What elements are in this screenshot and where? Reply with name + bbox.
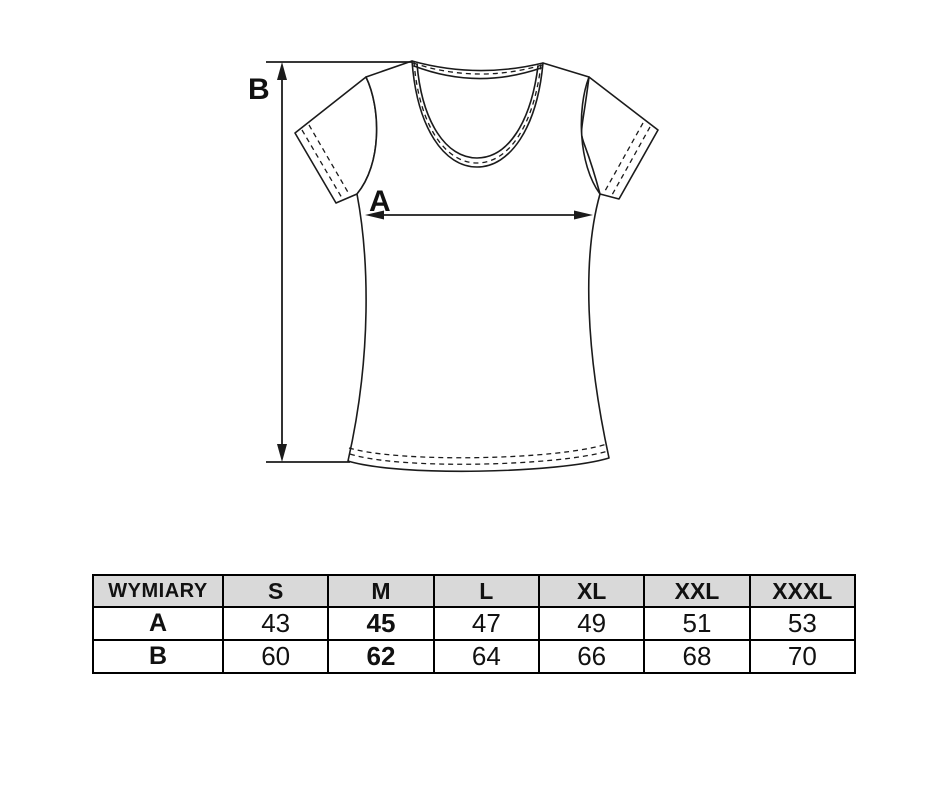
cell-a-l: 47 — [434, 607, 539, 640]
arrowhead-up-icon — [277, 62, 287, 80]
cell-a-m: 45 — [328, 607, 433, 640]
row-label-b: B — [93, 640, 223, 673]
size-table-header-row — [93, 575, 855, 607]
cell-a-xxl: 51 — [644, 607, 749, 640]
dimension-label-b: B — [248, 73, 270, 106]
arrowhead-down-icon — [277, 444, 287, 462]
header-size-l: L — [434, 575, 539, 607]
header-size-m: M — [328, 575, 433, 607]
header-wymiary: WYMIARY — [93, 575, 223, 607]
cell-b-xxl: 68 — [644, 640, 749, 673]
cell-a-xl: 49 — [539, 607, 644, 640]
cell-b-xxxl: 70 — [750, 640, 855, 673]
tshirt-body — [348, 61, 609, 471]
row-label-a: A — [93, 607, 223, 640]
cell-a-s: 43 — [223, 607, 328, 640]
header-size-xxl: XXL — [644, 575, 749, 607]
dimension-label-a: A — [369, 185, 391, 218]
header-size-s: S — [223, 575, 328, 607]
header-size-xl: XL — [539, 575, 644, 607]
cell-b-s: 60 — [223, 640, 328, 673]
table-row-b — [93, 640, 855, 673]
cell-b-m: 62 — [328, 640, 433, 673]
cell-b-xl: 66 — [539, 640, 644, 673]
size-table — [92, 574, 856, 674]
cell-a-xxxl: 53 — [750, 607, 855, 640]
header-size-xxxl: XXXL — [750, 575, 855, 607]
cell-b-l: 64 — [434, 640, 539, 673]
table-row-a — [93, 607, 855, 640]
